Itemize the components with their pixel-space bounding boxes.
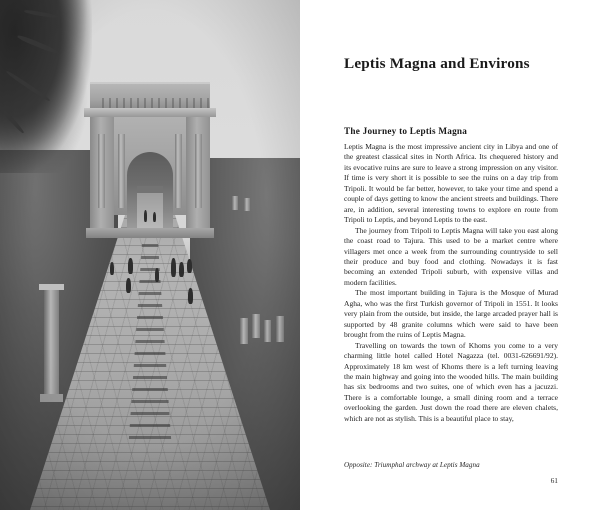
section-heading: The Journey to Leptis Magna — [344, 125, 468, 136]
photo-column-stub — [240, 318, 248, 344]
photo-tree-canopy — [0, 0, 92, 173]
text-column — [344, 0, 558, 510]
photo-walking-figure — [110, 262, 114, 275]
page-title: Leptis Magna and Environs — [344, 55, 530, 73]
photo-column-stub — [244, 198, 250, 211]
photo-arch-frieze — [102, 98, 210, 108]
photo-column-stub — [232, 196, 238, 210]
photo-walking-figure — [155, 268, 159, 282]
photo-walking-figure — [126, 278, 131, 293]
photo-arch-distant-gateway — [137, 186, 163, 193]
photo-arch-attic — [90, 82, 210, 110]
photo-caption: Opposite: Triumphal archway at Leptis Magna — [344, 461, 480, 469]
photo-standing-column — [44, 288, 59, 400]
photo-arch-column — [175, 134, 182, 208]
body-text — [344, 142, 558, 424]
photo-triumphal-arch — [84, 82, 216, 232]
photo-arch-column — [118, 134, 125, 208]
photo-column-stub — [264, 320, 271, 342]
photo-column-stub — [252, 314, 260, 338]
photo-walking-figure — [171, 258, 176, 277]
page-number: 61 — [550, 476, 558, 485]
photo-arch-column — [195, 134, 202, 208]
photo-walking-figure — [128, 258, 133, 274]
photo-walking-figure — [188, 288, 193, 304]
paragraph: The most important building in Tajura is the Mosque of Murad Agha, who was the first Turkish governor of Tripoli in 1551. It looks very plain from the outside, but inside, the large arcaded prayer hall is supported by 48 granite columns which were said to have been brought from the ruins of Leptis Magna. — [344, 288, 558, 340]
photo-arch-plinth — [86, 228, 214, 238]
paragraph: The journey from Tripoli to Leptis Magna will take you east along the coast road to Tajura. This used to be a market centre where villagers met once a week from the surrounding countryside to sell their produce and buy food and clothing. Nowadays it is fast becoming an extended Tripoli suburb, with expensive villas and modern facilities. — [344, 225, 558, 287]
paragraph: Travelling on towards the town of Khoms you come to a very charming little hotel called Hotel Nagazza (tel. 0031-626691/92). Approximately 18 km west of Khoms there is a left turning leaving the main highway and going into the wooded hills. The main building has six bedrooms and two suites, one of which even has a jacuzzi. There is a comfortable lounge, a small dining room and a terrace overlooking the garden. Just down the road there are eleven chalets, which are not as stylish. This is a beautiful place to stay, — [344, 340, 558, 423]
photo-column-capital — [39, 284, 64, 290]
photo-distant-figure — [153, 212, 156, 222]
photo-walking-figure — [187, 259, 192, 273]
photo-distant-figure — [144, 210, 147, 222]
photo-column-stub — [276, 316, 284, 342]
photo-arch-cornice — [84, 108, 216, 117]
photo-column-base — [40, 394, 63, 402]
photo-walking-figure — [179, 262, 184, 277]
paragraph: Leptis Magna is the most impressive ancient city in Libya and one of the greatest classical sites in North Africa. Its chequered history and its evocative ruins are sure to leave a strong impression on any visitor. If time is very short it is possible to see the ruins on a day trip from Tripoli. It would be far better, however, to take your time and spend a couple of days getting to know the ancient streets and buildings. There are, in addition, several interesting towns to explore en route from Tripoli to Leptis, and beyond Leptis to the east. — [344, 142, 558, 225]
photo-arch-column — [98, 134, 105, 208]
text-page-panel — [300, 0, 600, 510]
